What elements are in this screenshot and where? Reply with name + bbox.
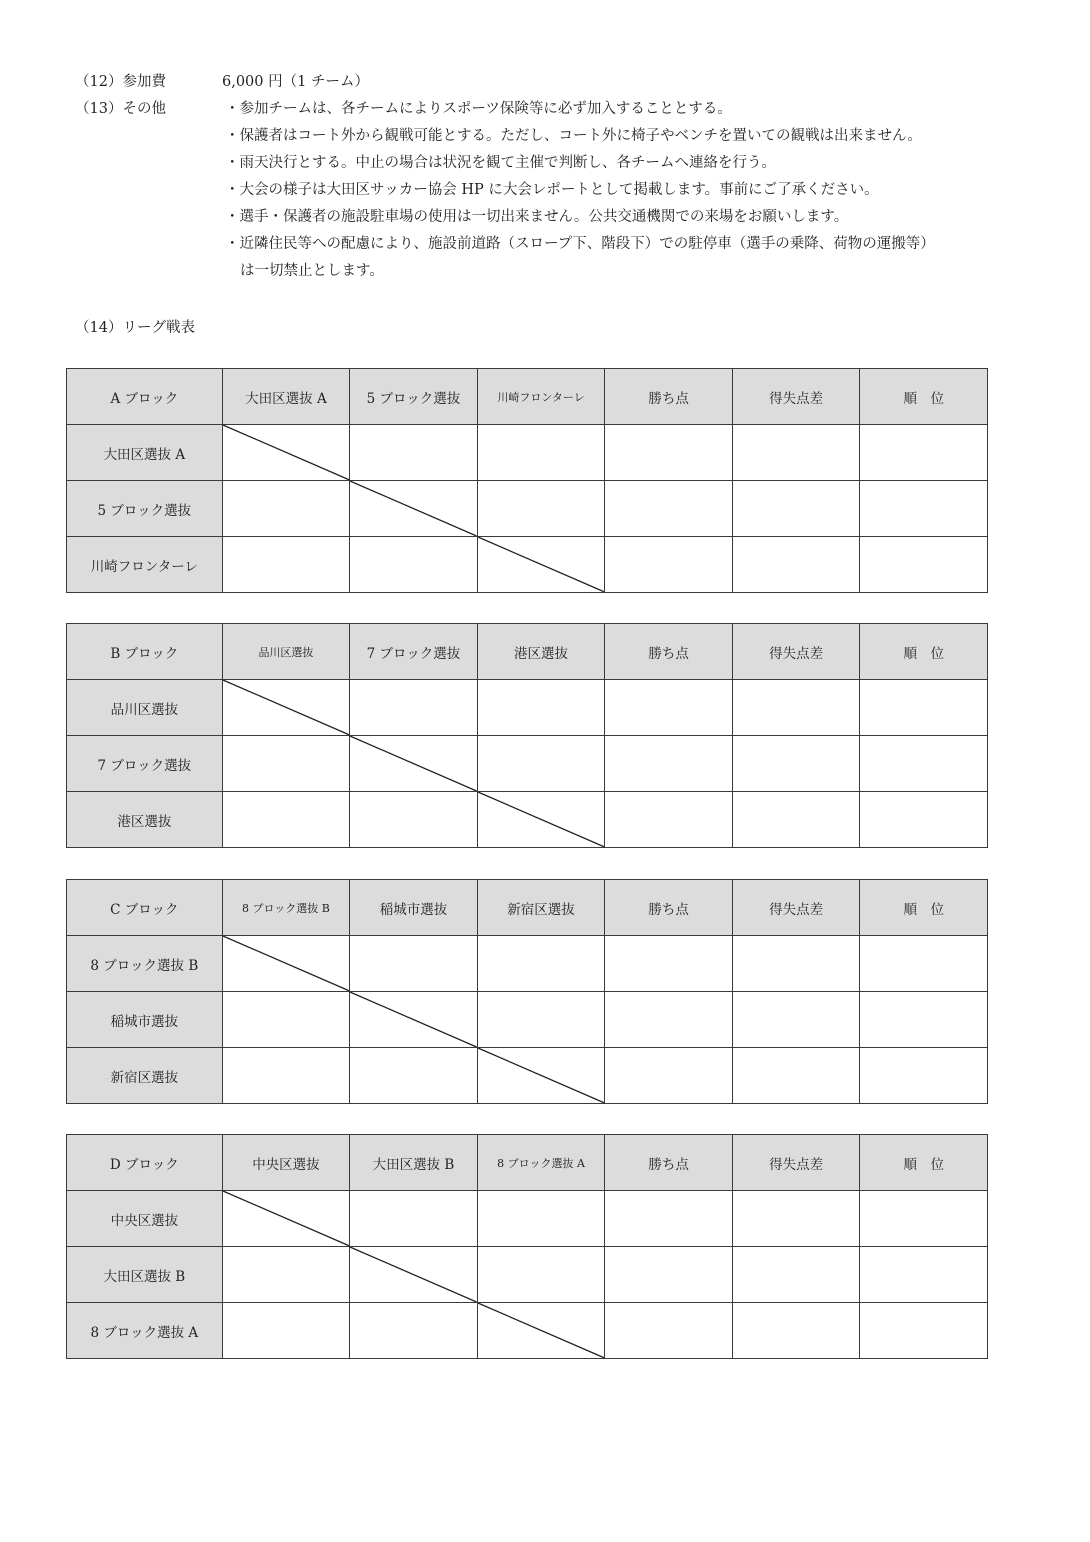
points-cell[interactable]	[605, 425, 733, 481]
points-cell[interactable]	[605, 992, 733, 1048]
score-cell[interactable]	[350, 537, 478, 593]
points-cell[interactable]	[605, 1247, 733, 1303]
diagonal-cell	[477, 792, 605, 848]
row-header-team: 港区選抜	[67, 792, 223, 848]
points-cell[interactable]	[605, 537, 733, 593]
goal-diff-cell[interactable]	[732, 1303, 860, 1359]
goal-diff-cell[interactable]	[732, 736, 860, 792]
rank-cell[interactable]	[860, 1191, 988, 1247]
table-row	[67, 537, 988, 593]
diagonal-slash-icon	[478, 537, 605, 592]
table-row	[67, 1303, 988, 1359]
goal-diff-cell[interactable]	[732, 792, 860, 848]
row-header-team: 川崎フロンターレ	[67, 537, 223, 593]
diagonal-slash-icon	[350, 481, 477, 536]
note-item: ・大会の様子は大田区サッカー協会 HP に大会レポートとして掲載します。事前にご了承ください。	[225, 182, 879, 198]
goal-diff-cell[interactable]	[732, 680, 860, 736]
score-cell[interactable]	[222, 1247, 350, 1303]
column-header-team: 稲城市選抜	[350, 880, 478, 936]
diagonal-slash-icon	[478, 1303, 605, 1358]
row-header-team: 7 ブロック選抜	[67, 736, 223, 792]
diagonal-cell	[222, 425, 350, 481]
section-14-label: （14）リーグ戦表	[75, 320, 195, 336]
diagonal-slash-icon	[478, 792, 605, 847]
column-header-stat: 勝ち点	[605, 1135, 733, 1191]
row-header-team: 中央区選抜	[67, 1191, 223, 1247]
score-cell[interactable]	[350, 1303, 478, 1359]
league-table-block-d	[66, 1134, 988, 1359]
block-name: C ブロック	[67, 880, 223, 936]
diagonal-cell	[222, 680, 350, 736]
column-header-stat: 得失点差	[732, 880, 860, 936]
score-cell[interactable]	[477, 425, 605, 481]
diagonal-cell	[477, 537, 605, 593]
table-row	[67, 936, 988, 992]
table-row	[67, 680, 988, 736]
diagonal-cell	[222, 1191, 350, 1247]
points-cell[interactable]	[605, 1191, 733, 1247]
diagonal-slash-icon	[223, 425, 350, 480]
diagonal-slash-icon	[223, 680, 350, 735]
goal-diff-cell[interactable]	[732, 936, 860, 992]
score-cell[interactable]	[350, 680, 478, 736]
score-cell[interactable]	[477, 1247, 605, 1303]
score-cell[interactable]	[477, 1191, 605, 1247]
rank-cell[interactable]	[860, 481, 988, 537]
column-header-team: 港区選抜	[477, 624, 605, 680]
points-cell[interactable]	[605, 1048, 733, 1104]
section-13-label: （13）その他	[75, 101, 166, 117]
table-header-row	[67, 369, 988, 425]
rank-cell[interactable]	[860, 792, 988, 848]
rank-cell[interactable]	[860, 680, 988, 736]
column-header-team: 8 ブロック選抜 B	[222, 880, 350, 936]
column-header-stat: 勝ち点	[605, 624, 733, 680]
column-header-team: 品川区選抜	[222, 624, 350, 680]
score-cell[interactable]	[477, 481, 605, 537]
league-table-block-c	[66, 879, 988, 1104]
points-cell[interactable]	[605, 736, 733, 792]
column-header-stat: 得失点差	[732, 1135, 860, 1191]
note-item: ・保護者はコート外から観戦可能とする。ただし、コート外に椅子やベンチを置いての観戦は出来ません。	[225, 128, 922, 144]
note-item-continued: は一切禁止とします。	[240, 263, 384, 279]
diagonal-slash-icon	[478, 1048, 605, 1103]
table-header-row	[67, 624, 988, 680]
score-cell[interactable]	[350, 936, 478, 992]
score-cell[interactable]	[477, 936, 605, 992]
column-header-stat: 得失点差	[732, 624, 860, 680]
diagonal-cell	[350, 736, 478, 792]
column-header-team: 5 ブロック選抜	[350, 369, 478, 425]
goal-diff-cell[interactable]	[732, 1247, 860, 1303]
diagonal-cell	[477, 1048, 605, 1104]
score-cell[interactable]	[477, 736, 605, 792]
table-header-row	[67, 880, 988, 936]
score-cell[interactable]	[222, 1048, 350, 1104]
column-header-stat: 順 位	[860, 369, 988, 425]
rank-cell[interactable]	[860, 936, 988, 992]
score-cell[interactable]	[477, 992, 605, 1048]
league-table-block-b	[66, 623, 988, 848]
note-item: ・選手・保護者の施設駐車場の使用は一切出来ません。公共交通機関での来場をお願いします。	[225, 209, 849, 225]
score-cell[interactable]	[477, 680, 605, 736]
block-name: D ブロック	[67, 1135, 223, 1191]
rank-cell[interactable]	[860, 537, 988, 593]
score-cell[interactable]	[222, 481, 350, 537]
diagonal-slash-icon	[223, 936, 350, 991]
table-row	[67, 1247, 988, 1303]
diagonal-cell	[477, 1303, 605, 1359]
score-cell[interactable]	[350, 1191, 478, 1247]
rank-cell[interactable]	[860, 1303, 988, 1359]
points-cell[interactable]	[605, 936, 733, 992]
row-header-team: 新宿区選抜	[67, 1048, 223, 1104]
goal-diff-cell[interactable]	[732, 1048, 860, 1104]
diagonal-slash-icon	[350, 736, 477, 791]
rank-cell[interactable]	[860, 992, 988, 1048]
column-header-stat: 勝ち点	[605, 369, 733, 425]
column-header-stat: 得失点差	[732, 369, 860, 425]
score-cell[interactable]	[222, 792, 350, 848]
row-header-team: 大田区選抜 B	[67, 1247, 223, 1303]
section-12-label: （12）参加費	[75, 74, 166, 90]
column-header-team: 川崎フロンターレ	[477, 369, 605, 425]
diagonal-cell	[350, 481, 478, 537]
diagonal-slash-icon	[350, 1247, 477, 1302]
score-cell[interactable]	[350, 1048, 478, 1104]
table-row	[67, 792, 988, 848]
column-header-stat: 順 位	[860, 880, 988, 936]
diagonal-slash-icon	[223, 1191, 350, 1246]
score-cell[interactable]	[222, 1303, 350, 1359]
league-table-block-a	[66, 368, 988, 593]
column-header-team: 大田区選抜 B	[350, 1135, 478, 1191]
row-header-team: 8 ブロック選抜 B	[67, 936, 223, 992]
row-header-team: 品川区選抜	[67, 680, 223, 736]
column-header-team: 中央区選抜	[222, 1135, 350, 1191]
column-header-team: 7 ブロック選抜	[350, 624, 478, 680]
score-cell[interactable]	[222, 736, 350, 792]
rank-cell[interactable]	[860, 1048, 988, 1104]
column-header-team: 大田区選抜 A	[222, 369, 350, 425]
block-name: A ブロック	[67, 369, 223, 425]
table-row	[67, 992, 988, 1048]
points-cell[interactable]	[605, 792, 733, 848]
rank-cell[interactable]	[860, 425, 988, 481]
score-cell[interactable]	[222, 537, 350, 593]
diagonal-cell	[222, 936, 350, 992]
score-cell[interactable]	[350, 425, 478, 481]
column-header-team: 8 ブロック選抜 A	[477, 1135, 605, 1191]
row-header-team: 大田区選抜 A	[67, 425, 223, 481]
entry-fee-value: 6,000 円（1 チーム）	[222, 74, 369, 90]
points-cell[interactable]	[605, 1303, 733, 1359]
column-header-stat: 勝ち点	[605, 880, 733, 936]
score-cell[interactable]	[350, 792, 478, 848]
rank-cell[interactable]	[860, 736, 988, 792]
points-cell[interactable]	[605, 680, 733, 736]
column-header-stat: 順 位	[860, 624, 988, 680]
goal-diff-cell[interactable]	[732, 1191, 860, 1247]
table-row	[67, 425, 988, 481]
table-row	[67, 481, 988, 537]
note-item: ・参加チームは、各チームによりスポーツ保険等に必ず加入することとする。	[225, 101, 732, 117]
table-header-row	[67, 1135, 988, 1191]
row-header-team: 稲城市選抜	[67, 992, 223, 1048]
table-row	[67, 1191, 988, 1247]
score-cell[interactable]	[222, 992, 350, 1048]
points-cell[interactable]	[605, 481, 733, 537]
note-item: ・雨天決行とする。中止の場合は状況を観て主催で判断し、各チームへ連絡を行う。	[225, 155, 776, 171]
row-header-team: 8 ブロック選抜 A	[67, 1303, 223, 1359]
diagonal-slash-icon	[350, 992, 477, 1047]
rank-cell[interactable]	[860, 1247, 988, 1303]
goal-diff-cell[interactable]	[732, 537, 860, 593]
column-header-stat: 順 位	[860, 1135, 988, 1191]
goal-diff-cell[interactable]	[732, 992, 860, 1048]
goal-diff-cell[interactable]	[732, 481, 860, 537]
note-item: ・近隣住民等への配慮により、施設前道路（スロープ下、階段下）での駐停車（選手の乗降、荷物の運搬等）	[225, 236, 935, 252]
row-header-team: 5 ブロック選抜	[67, 481, 223, 537]
goal-diff-cell[interactable]	[732, 425, 860, 481]
table-row	[67, 736, 988, 792]
table-row	[67, 1048, 988, 1104]
diagonal-cell	[350, 1247, 478, 1303]
block-name: B ブロック	[67, 624, 223, 680]
column-header-team: 新宿区選抜	[477, 880, 605, 936]
diagonal-cell	[350, 992, 478, 1048]
